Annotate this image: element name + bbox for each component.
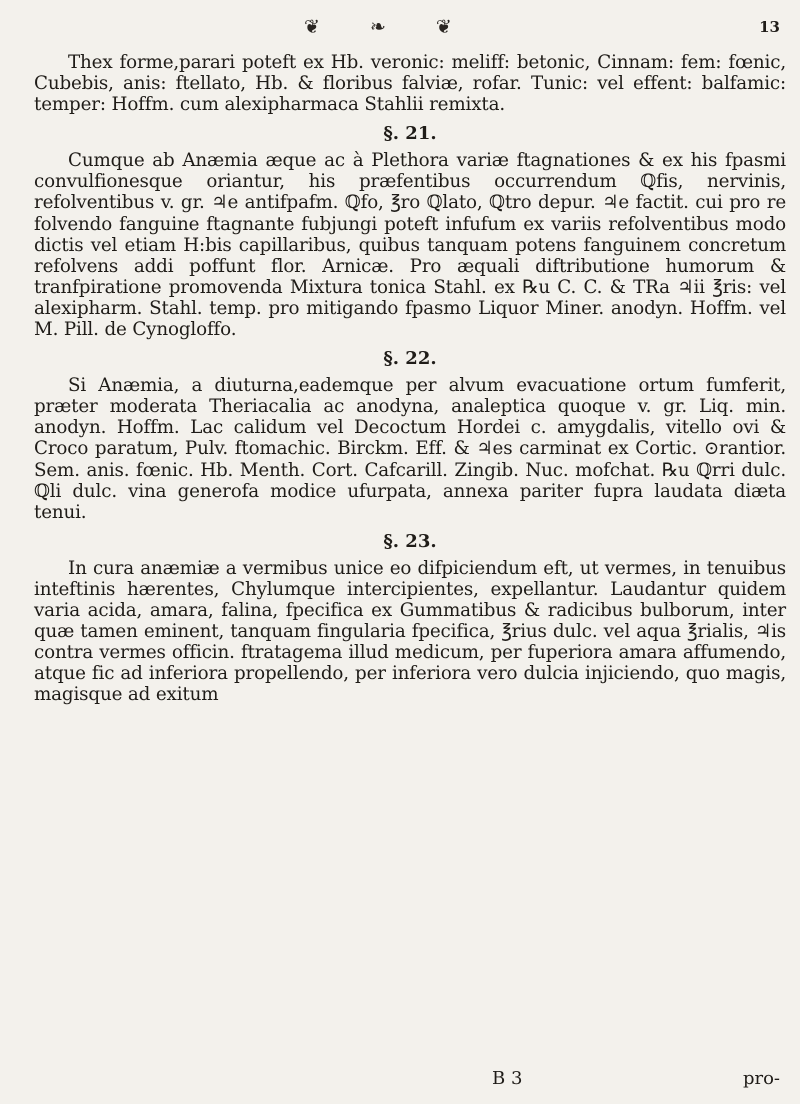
paragraph-section-22: Si Anæmia, a diuturna,eademque per alvum evacuatione ortum fumferit, præter moderata Theriacalia ac anodyna, analeptica quoque v. gr. Liq. min. anodyn. Hoffm. Lac calidum vel Decoctum Hordei c. amygdalis, vitello ovi & Croco paratum, Pulv. ftomachic. Birckm. Eff. & ♃es carminat ex Cortic. ⊙rantior. Sem. anis. fœnic. Hb. Menth. Cort. Cafcarill. Zingib. Nuc. mofchat. ℞u ℚrri dulc. ℚli dulc. vina generofa modice ufurpata, annexa pariter fupra laudata diæta tenui. bbox=[34, 375, 786, 523]
header-ornaments: ❦ ❧ ❦ bbox=[304, 16, 474, 38]
section-heading-21: §. 21. bbox=[383, 123, 437, 145]
paragraph-intro: Thex forme,parari poteft ex Hb. veronic: meliff: betonic, Cinnam: fem: fœnic, Cubebis, anis: ftellato, Hb. & floribus falviæ, rofar. Tunic: vel effent: balfamic: temper: Hoffm. cum alexipharmaca Stahlii remixta. bbox=[34, 52, 786, 116]
page-number: 13 bbox=[759, 18, 780, 36]
book-page bbox=[34, 0, 786, 1104]
page-footer bbox=[34, 1068, 786, 1094]
signature-mark: B 3 bbox=[492, 1068, 523, 1089]
paragraph-section-21: Cumque ab Anæmia æque ac à Plethora variæ ftagnationes & ex his fpasmi convulfionesque oriantur, his præfentibus occurrendum ℚfis, nervinis, refolventibus v. gr. ♃e antifpafm. ℚfo, ℥ro ℚlato, ℚtro depur. ♃e factit. cui pro re folvendo fanguine ftagnante fubjungi poteft infufum ex variis refolventibus modo dictis vel etiam H:bis capillaribus, quibus tanquam potens fanguinem concretum refolvens addi poffunt flor. Arnicæ. Pro æquali diftributione humorum & tranfpiratione promovenda Mixtura tonica Stahl. ex ℞u C. C. & TRa ♃ii ℥ris: vel alexipharm. Stahl. temp. pro mitigando fpasmo Liquor Miner. anodyn. Hoffm. vel M. Pill. de Cynogloffo. bbox=[34, 150, 786, 341]
page-header bbox=[34, 16, 786, 42]
paragraph-section-23: In cura anæmiæ a vermibus unice eo difpiciendum eft, ut vermes, in tenuibus inteftinis hærentes, Chylumque intercipientes, expellantur. Laudantur quidem varia acida, amara, falina, fpecifica ex Gummatibus & radicibus bulborum, inter quæ tamen eminent, tanquam fingularia fpecifica, ℥rius dulc. vel aqua ℥rialis, ♃is contra vermes officin. ftratagema illud medicum, per fuperiora amara affumendo, atque fic ad inferiora propellendo, per inferiora vero dulcia injiciendo, quo magis, magisque ad exitum bbox=[34, 557, 786, 706]
section-heading-22: §. 22. bbox=[383, 348, 437, 370]
section-heading-23: §. 23. bbox=[383, 530, 437, 552]
page-body bbox=[34, 52, 786, 705]
catchword: pro- bbox=[742, 1068, 780, 1089]
